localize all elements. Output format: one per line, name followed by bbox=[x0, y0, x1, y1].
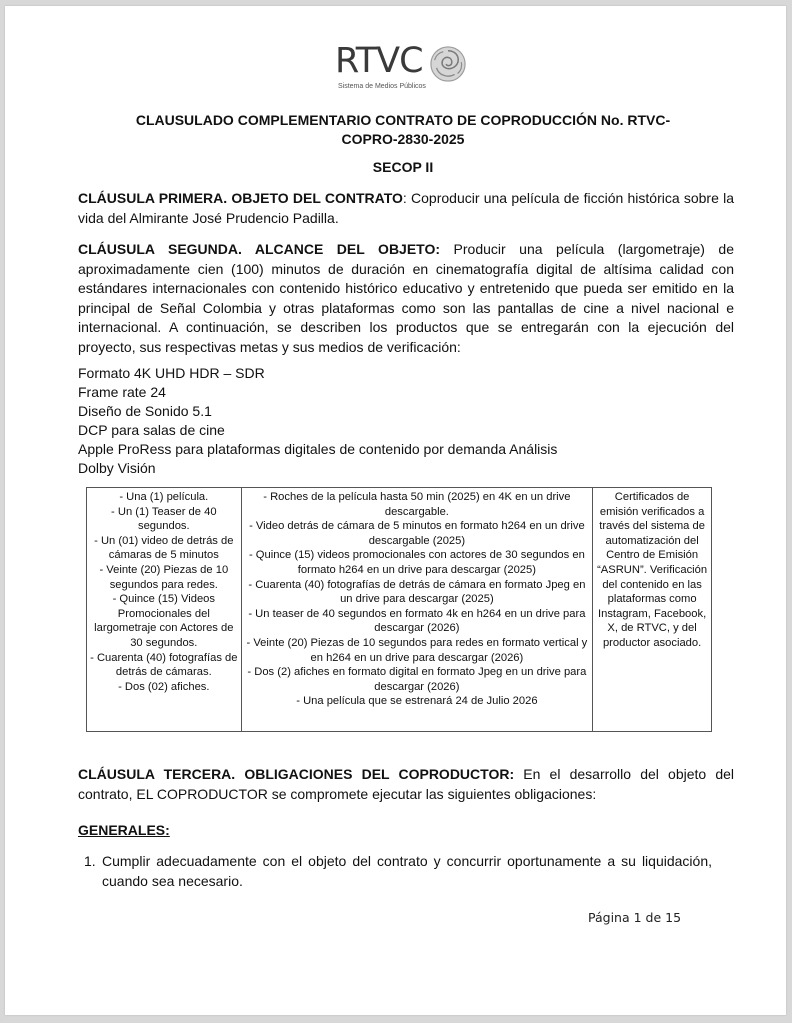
product-item: - Veinte (20) Piezas de 10 segundos para redes. bbox=[99, 563, 229, 591]
product-item: - Una (1) película. bbox=[119, 491, 209, 503]
verification-text: Certificados de emisión verificados a través del sistema de automatización del Centro de Emisión “ASRUN”. Verificación del contenido en las plataformas como Instagram, Facebook, X, de RTVC, y del productor asociado. bbox=[597, 491, 708, 649]
document-subtitle: SECOP II bbox=[372, 159, 434, 175]
goal-item: - Un teaser de 40 segundos en formato 4k en h264 en un drive para descargar (2026) bbox=[248, 607, 586, 635]
title-line-1: CLAUSULADO COMPLEMENTARIO CONTRATO DE COPRODUCCIÓN No. RTVC- bbox=[135, 112, 671, 128]
product-item: - Cuarenta (40) fotografías de detrás de cámaras. bbox=[90, 651, 238, 679]
spec-item: Diseño de Sonido 5.1 bbox=[78, 403, 212, 419]
clause-segunda bbox=[78, 240, 734, 358]
logo-subtitle: Sistema de Medios Públicos bbox=[338, 83, 426, 90]
list-item: Cumplir adecuadamente con el objeto del contrato y concurrir oportunamente a su liquidación, cuando sea necesario. bbox=[102, 853, 712, 889]
goals-cell bbox=[241, 488, 593, 732]
spec-item: Dolby Visión bbox=[78, 460, 156, 476]
table-row bbox=[87, 488, 712, 732]
clause-primera bbox=[78, 189, 734, 228]
goal-item: - Dos (2) afiches en formato digital en formato Jpeg en un drive para descargar (2026) bbox=[247, 666, 587, 693]
title-line-2: COPRO-2830-2025 bbox=[341, 131, 465, 147]
goal-item: - Veinte (20) Piezas de 10 segundos para redes en formato vertical y en h264 en un drive para descargar (2026) bbox=[246, 636, 588, 664]
page-number: Página 1 de 15 bbox=[588, 910, 682, 925]
logo-wordmark: RTVC bbox=[335, 41, 423, 81]
clause-primera-text: : Coproducir una película de ficción histórica sobre la vida del Almirante José Prudencio Padilla. bbox=[78, 190, 734, 226]
obligations-list bbox=[78, 852, 738, 891]
clause-segunda-text: Producir una película (largometraje) de aproximadamente cien (100) minutos de duración en cinematografía digital de altísima calidad con estándares internacionales con contenido histórico educativo y entretenido que pueda ser emitido en la principal de Señal Colombia y otras plataformas como son las pantallas de cine a nivel nacional e internacional. A continuación, se describen los productos que se entregarán con la ejecución del proyecto, sus respectivas metas y sus medios de verificación: bbox=[78, 241, 734, 355]
goal-item: - Cuarenta (40) fotografías de detrás de cámara en formato Jpeg en un drive para descargar (2025) bbox=[248, 578, 586, 606]
clause-segunda-heading: CLÁUSULA SEGUNDA. ALCANCE DEL OBJETO: bbox=[78, 241, 441, 257]
technical-specs-list bbox=[78, 364, 557, 478]
spec-item: Frame rate 24 bbox=[78, 384, 166, 400]
products-cell bbox=[87, 488, 242, 732]
clause-primera-heading: CLÁUSULA PRIMERA. OBJETO DEL CONTRATO bbox=[78, 190, 403, 206]
goal-item: - Video detrás de cámara de 5 minutos en formato h264 en un drive descargable (2025) bbox=[249, 520, 585, 547]
goal-item: - Una película que se estrenará 24 de Julio 2026 bbox=[296, 695, 538, 708]
clause-tercera-text: En el desarrollo del objeto del contrato, EL COPRODUCTOR se compromete ejecutar las siguientes obligaciones: bbox=[78, 766, 735, 802]
spiral-emblem-icon bbox=[429, 45, 467, 83]
generales-heading: GENERALES: bbox=[78, 822, 170, 838]
product-item: - Un (1) Teaser de 40 segundos. bbox=[111, 505, 217, 533]
product-item: - Un (01) video de detrás de cámaras de 5 minutos bbox=[94, 534, 234, 562]
goal-item: - Roches de la película hasta 50 min (2025) en 4K en un drive descargable. bbox=[263, 491, 571, 518]
goal-item: - Quince (15) videos promocionales con actores de 30 segundos en formato h264 en un drive para descargar (2025) bbox=[248, 549, 585, 576]
product-item: - Quince (15) Videos Promocionales del largometraje con Actores de 30 segundos. bbox=[94, 593, 234, 649]
document-title bbox=[85, 111, 721, 149]
deliverables-table bbox=[86, 487, 712, 732]
clause-tercera-heading: CLÁUSULA TERCERA. OBLIGACIONES DEL COPRODUCTOR: bbox=[78, 766, 515, 782]
list-item-number: 1. bbox=[84, 853, 96, 869]
product-item: - Dos (02) afiches. bbox=[118, 680, 210, 693]
rtvc-logo bbox=[335, 42, 475, 96]
verification-cell bbox=[593, 488, 712, 732]
clause-tercera bbox=[78, 765, 734, 804]
spec-item: Formato 4K UHD HDR – SDR bbox=[78, 365, 265, 381]
document-page bbox=[5, 6, 786, 1015]
spec-item: DCP para salas de cine bbox=[78, 422, 225, 438]
spec-item: Apple ProRess para plataformas digitales de contenido por demanda Análisis bbox=[78, 441, 558, 457]
